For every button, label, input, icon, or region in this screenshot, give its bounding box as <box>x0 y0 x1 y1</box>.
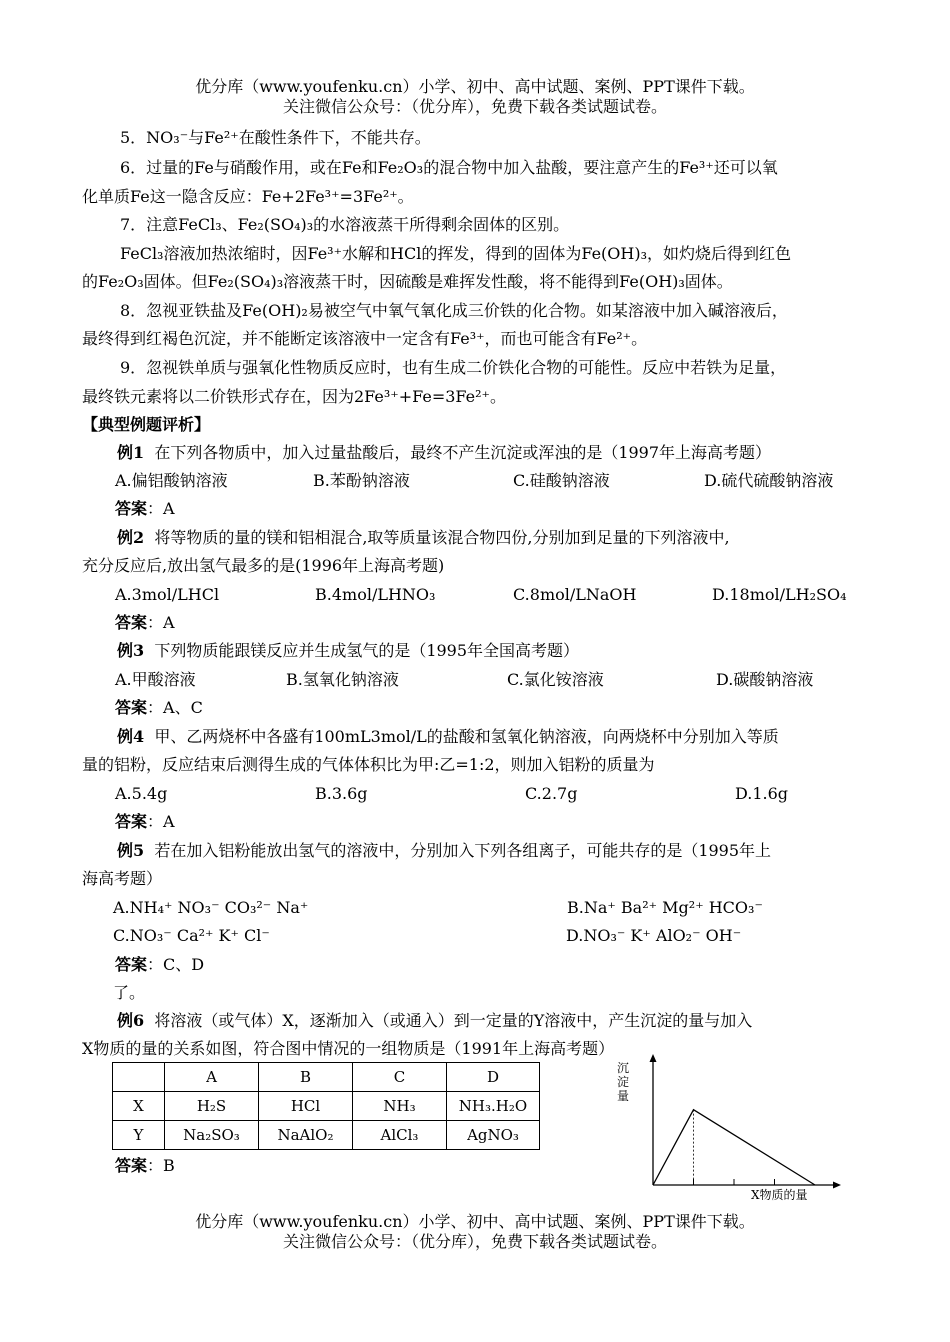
table-cell <box>113 1063 165 1092</box>
x-axis-label: X物质的量 <box>751 1188 808 1202</box>
example-6-stem-line-2: X物质的量的关系如图，符合图中情况的一组物质是（1991年上海高考题） <box>82 1039 615 1058</box>
series-line <box>653 1110 815 1185</box>
table-cell: AlCl₃ <box>353 1121 447 1150</box>
example-6-answer <box>115 1156 175 1176</box>
table-cell: D <box>447 1063 540 1092</box>
note-6-line-2: 化单质Fe这一隐含反应：Fe+2Fe³⁺=3Fe²⁺。 <box>82 187 414 206</box>
example-5-option-b: B.Na⁺ Ba²⁺ Mg²⁺ HCO₃⁻ <box>567 898 763 917</box>
example-2-option-a: A.3mol/LHCl <box>115 585 220 604</box>
note-7-line-a: FeCl₃溶液加热浓缩时，因Fe³⁺水解和HCl的挥发，得到的固体为Fe(OH)₃，如灼烧后得到红色 <box>120 244 792 263</box>
header-line-1: 优分库（www.youfenku.cn）小学、初中、高中试题、案例、PPT课件下载。 <box>195 77 755 96</box>
example-2-label: 例2 <box>117 528 145 547</box>
answer-value: ：B <box>147 1156 175 1175</box>
header-line-2: 关注微信公众号：（优分库），免费下载各类试题试卷。 <box>282 97 667 116</box>
example-4-option-a: A.5.4g <box>115 784 168 803</box>
example-3-option-a: A.甲酸溶液 <box>115 670 196 689</box>
precipitate-chart <box>603 1052 848 1202</box>
footer-line-1: 优分库（www.youfenku.cn）小学、初中、高中试题、案例、PPT课件下载。 <box>195 1212 755 1231</box>
example-5-option-c: C.NO₃⁻ Ca²⁺ K⁺ Cl⁻ <box>113 926 270 945</box>
table-cell: AgNO₃ <box>447 1121 540 1150</box>
note-7: 7．注意FeCl₃、Fe₂(SO₄)₃的水溶液蒸干所得剩余固体的区别。 <box>120 215 570 234</box>
example-2-option-b: B.4mol/LHNO₃ <box>315 585 436 604</box>
answer-label: 答案 <box>115 698 148 717</box>
x-axis-arrow <box>833 1182 841 1189</box>
example-3-option-b: B.氢氧化钠溶液 <box>286 670 399 689</box>
answer-label: 答案 <box>115 1156 148 1175</box>
example-5-text: 若在加入铝粉能放出氢气的溶液中，分别加入下列各组离子，可能共存的是（1995年上 <box>154 841 772 860</box>
table-cell: A <box>165 1063 259 1092</box>
example-5-tail: 了。 <box>113 983 146 1002</box>
example-6-text: 将溶液（或气体）X，逐渐加入（或通入）到一定量的Y溶液中，产生沉淀的量与加入 <box>154 1011 753 1030</box>
example-4-answer <box>115 812 175 832</box>
table-cell: Y <box>113 1121 165 1150</box>
table-cell: NH₃ <box>353 1092 447 1121</box>
table-row <box>113 1092 540 1121</box>
table-cell: NH₃.H₂O <box>447 1092 540 1121</box>
example-4-label: 例4 <box>117 727 145 746</box>
y-axis-label-3: 量 <box>617 1089 630 1103</box>
answer-label: 答案 <box>115 955 148 974</box>
example-6-label: 例6 <box>117 1011 145 1030</box>
footer-line-2: 关注微信公众号：（优分库），免费下载各类试题试卷。 <box>282 1232 667 1251</box>
example-2-answer <box>115 613 175 633</box>
example-1-option-b: B.苯酚钠溶液 <box>313 471 410 490</box>
table-cell: Na₂SO₃ <box>165 1121 259 1150</box>
example-6-table <box>112 1062 540 1150</box>
section-title: 【典型例题评析】 <box>82 415 211 434</box>
example-3-label: 例3 <box>117 641 145 660</box>
example-1-text: 在下列各物质中，加入过量盐酸后，最终不产生沉淀或浑浊的是（1997年上海高考题） <box>154 443 772 462</box>
example-6-stem-line-1 <box>117 1011 752 1031</box>
table-cell: X <box>113 1092 165 1121</box>
example-4-option-c: C.2.7g <box>525 784 578 803</box>
note-9-line-1: 9．忽视铁单质与强氧化性物质反应时，也有生成二价铁化合物的可能性。反应中若铁为足量， <box>120 358 787 377</box>
example-1-option-c: C.硅酸钠溶液 <box>513 471 610 490</box>
note-9-line-2: 最终铁元素将以二价铁形式存在，因为2Fe³⁺+Fe=3Fe²⁺。 <box>82 387 506 406</box>
y-axis-label-1: 沉 <box>617 1061 630 1075</box>
example-4-stem-line-2: 量的铝粉，反应结束后测得生成的气体体积比为甲:乙=1:2，则加入铝粉的质量为 <box>82 755 655 774</box>
example-1-stem <box>117 443 771 463</box>
example-2-stem-line-2: 充分反应后,放出氢气最多的是(1996年上海高考题) <box>82 556 445 575</box>
answer-value: ：A、C <box>147 698 203 717</box>
table-cell: C <box>353 1063 447 1092</box>
example-2-option-d: D.18mol/LH₂SO₄ <box>712 585 847 604</box>
y-axis-label-2: 淀 <box>617 1075 630 1089</box>
example-3-text: 下列物质能跟镁反应并生成氢气的是（1995年全国高考题） <box>154 641 580 660</box>
example-3-answer <box>115 698 203 718</box>
example-5-answer <box>115 955 204 975</box>
example-1-option-d: D.硫代硫酸钠溶液 <box>704 471 834 490</box>
table-row <box>113 1063 540 1092</box>
example-3-option-d: D.碳酸钠溶液 <box>716 670 814 689</box>
example-3-option-c: C.氯化铵溶液 <box>507 670 604 689</box>
example-4-text: 甲、乙两烧杯中各盛有100mL3mol/L的盐酸和氢氧化钠溶液，向两烧杯中分别加入等质 <box>154 727 779 746</box>
example-5-label: 例5 <box>117 841 145 860</box>
example-2-option-c: C.8mol/LNaOH <box>513 585 637 604</box>
note-5: 5．NO₃⁻与Fe²⁺在酸性条件下，不能共存。 <box>120 128 431 147</box>
example-5-option-a: A.NH₄⁺ NO₃⁻ CO₃²⁻ Na⁺ <box>113 898 309 917</box>
answer-label: 答案 <box>115 613 148 632</box>
example-1-answer <box>115 499 175 519</box>
table-cell: H₂S <box>165 1092 259 1121</box>
answer-value: ：A <box>147 499 175 518</box>
table-cell: NaAlO₂ <box>259 1121 353 1150</box>
table-row <box>113 1121 540 1150</box>
example-1-option-a: A.偏铝酸钠溶液 <box>115 471 228 490</box>
example-4-stem-line-1 <box>117 727 779 747</box>
table-cell: HCl <box>259 1092 353 1121</box>
y-axis-arrow <box>650 1054 657 1062</box>
note-8-line-2: 最终得到红褐色沉淀，并不能断定该溶液中一定含有Fe³⁺，而也可能含有Fe²⁺。 <box>82 329 648 348</box>
answer-value: ：A <box>147 613 175 632</box>
example-2-stem-line-1 <box>117 528 730 548</box>
example-5-option-d: D.NO₃⁻ K⁺ AlO₂⁻ OH⁻ <box>566 926 742 945</box>
note-7-line-b: 的Fe₂O₃固体。但Fe₂(SO₄)₃溶液蒸干时，因硫酸是难挥发性酸，将不能得到Fe(OH)₃固体。 <box>82 272 733 291</box>
example-2-text: 将等物质的量的镁和铝相混合,取等质量该混合物四份,分别加到足量的下列溶液中, <box>154 528 730 547</box>
example-4-option-b: B.3.6g <box>315 784 368 803</box>
example-3-stem <box>117 641 579 661</box>
note-8-line-1: 8．忽视亚铁盐及Fe(OH)₂易被空气中氧气氧化成三价铁的化合物。如某溶液中加入碱溶液后， <box>120 301 788 320</box>
example-5-stem-line-2: 海高考题） <box>82 869 163 888</box>
answer-value: ：C、D <box>147 955 205 974</box>
table-cell: B <box>259 1063 353 1092</box>
example-1-label: 例1 <box>117 443 145 462</box>
example-4-option-d: D.1.6g <box>735 784 789 803</box>
example-5-stem-line-1 <box>117 841 771 861</box>
answer-label: 答案 <box>115 499 148 518</box>
answer-label: 答案 <box>115 812 148 831</box>
answer-value: ：A <box>147 812 175 831</box>
note-6-line-1: 6．过量的Fe与硝酸作用，或在Fe和Fe₂O₃的混合物中加入盐酸，要注意产生的Fe³⁺还可以氧 <box>120 158 778 177</box>
